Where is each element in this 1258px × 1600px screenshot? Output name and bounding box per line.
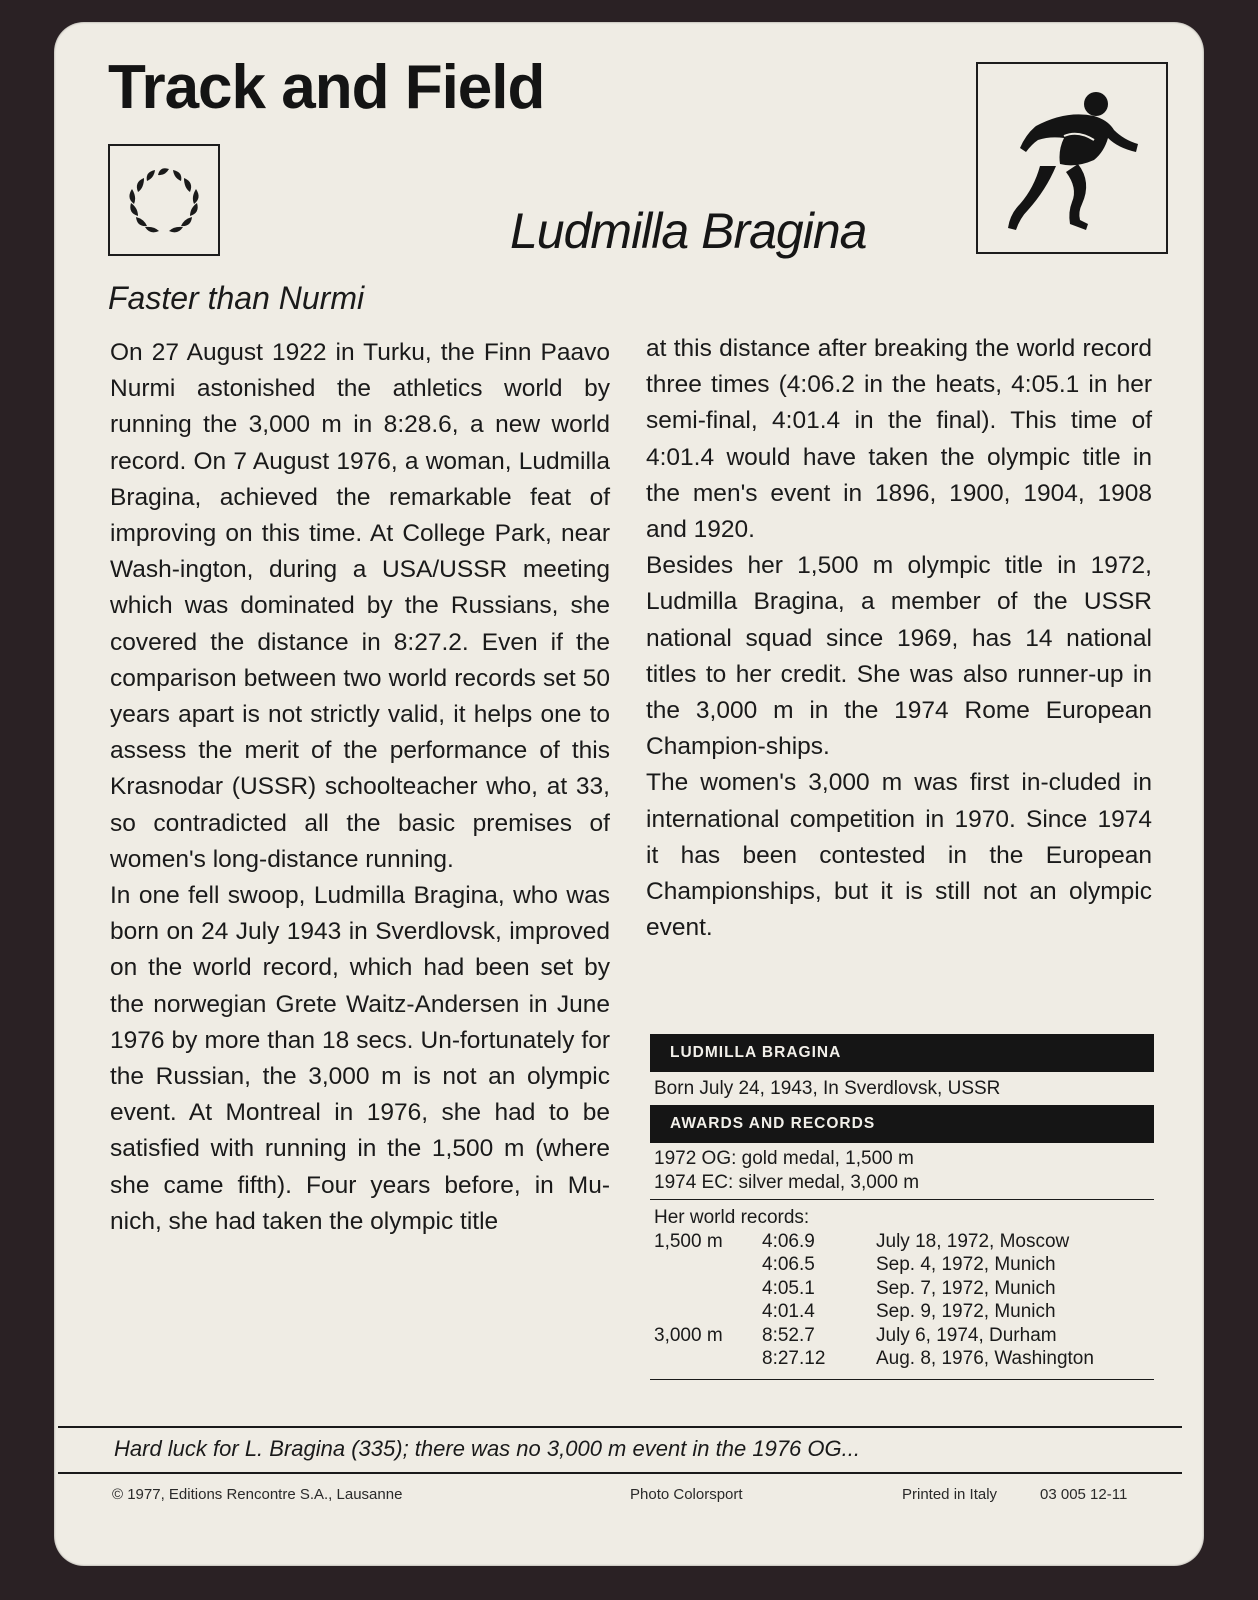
printed-in: Printed in Italy	[902, 1486, 998, 1503]
record-date-place: Sep. 7, 1972, Munich	[876, 1277, 1056, 1299]
record-time: 4:06.5	[762, 1254, 815, 1275]
page-title: Track and Field	[108, 53, 545, 122]
laurel-box	[108, 144, 220, 256]
paragraph: at this distance after breaking the world record three times (4:06.2 in the heats, 4:05.1 in her semi-final, 4:01.4 in the final). This time of 4:01.4 would have taken the olympic title in the men's event in 1896, 1900, 1904, 1908 and 1920.	[646, 335, 1152, 544]
copyright: © 1977, Editions Rencontre S.A., Lausanne	[112, 1486, 403, 1503]
table-row	[654, 1324, 1094, 1348]
record-event	[654, 1347, 762, 1371]
award-item: 1972 OG: gold medal, 1,500 m	[654, 1148, 914, 1169]
table-row	[654, 1253, 1094, 1277]
awards-heading: AWARDS AND RECORDS	[650, 1105, 1154, 1143]
record-date-place: Sep. 4, 1972, Munich	[876, 1254, 1056, 1275]
article-subtitle: Faster than Nurmi	[108, 280, 365, 316]
awards-list	[650, 1143, 1154, 1200]
paragraph: The women's 3,000 m was first in-cluded in international competition in 1970. Since 1974 it has been contested in the European Championships, but it is still not an olympic event.	[646, 769, 1152, 942]
paragraph: On 27 August 1922 in Turku, the Finn Paavo Nurmi astonished the athletics world by running the 3,000 m in 8:28.6, a new world record. On 7 August 1976, a woman, Ludmilla Bragina, achieved the remarkable feat of improving on this time. At College Park, near Wash-ington, during a USA/USSR meeting which was dominated by the Russians, she covered the distance in 8:27.2. Even if the comparison between two world records set 50 years apart is not strictly valid, it helps one to assess the merit of the performance of this Krasnodar (USSR) schoolteacher who, at 33, so contradicted all the basic premises of women's long-distance running.	[110, 339, 610, 873]
world-records-label: Her world records:	[654, 1207, 810, 1228]
laurel-wreath-icon	[118, 154, 210, 246]
table-row	[654, 1300, 1094, 1324]
record-date-place: Aug. 8, 1976, Washington	[876, 1348, 1094, 1369]
record-event	[654, 1300, 762, 1324]
table-row	[654, 1347, 1094, 1371]
paragraph: Besides her 1,500 m olympic title in 1972, Ludmilla Bragina, a member of the USSR national squad since 1969, has 14 national titles to her credit. She was also runner-up in the 3,000 m in the 1974 Rome European Champion-ships.	[646, 552, 1152, 761]
infobox-name-heading: LUDMILLA BRAGINA	[650, 1034, 1154, 1072]
record-time: 8:52.7	[762, 1324, 815, 1346]
article-column-left	[110, 335, 610, 1240]
athlete-infobox	[650, 1034, 1154, 1380]
record-date-place: July 6, 1974, Durham	[876, 1324, 1057, 1346]
divider	[650, 1379, 1154, 1380]
world-records-table	[654, 1230, 1094, 1371]
photo-caption: Hard luck for L. Bragina (335); there was no 3,000 m event in the 1976 OG...	[114, 1436, 860, 1461]
athlete-name: Ludmilla Bragina	[510, 203, 867, 259]
record-event: 3,000 m	[654, 1324, 723, 1346]
runner-box	[976, 62, 1168, 254]
sport-card	[54, 22, 1204, 1566]
photo-credit: Photo Colorsport	[630, 1486, 743, 1503]
article-column-right	[646, 331, 1152, 946]
table-row	[654, 1230, 1094, 1254]
record-time: 8:27.12	[762, 1348, 826, 1369]
record-time: 4:01.4	[762, 1301, 815, 1322]
runner-icon	[978, 64, 1166, 252]
record-time: 4:05.1	[762, 1277, 815, 1299]
photo-caption-strip	[58, 1426, 1182, 1474]
award-item: 1974 EC: silver medal, 3,000 m	[654, 1172, 920, 1193]
table-row	[654, 1277, 1094, 1301]
record-event	[654, 1277, 762, 1301]
birth-info: Born July 24, 1943, In Sverdlovsk, USSR	[654, 1078, 1001, 1099]
card-code: 03 005 12-11	[1040, 1486, 1128, 1503]
record-date-place: July 18, 1972, Moscow	[876, 1230, 1070, 1252]
record-event: 1,500 m	[654, 1230, 723, 1252]
record-date-place: Sep. 9, 1972, Munich	[876, 1301, 1056, 1322]
record-time: 4:06.9	[762, 1230, 815, 1252]
record-event	[654, 1253, 762, 1277]
paragraph: In one fell swoop, Ludmilla Bragina, who was born on 24 July 1943 in Sverdlovsk, improved on the world record, which had been set by the norwegian Grete Waitz-Andersen in June 1976 by more than 18 secs. Un-fortunately for the Russian, the 3,000 m is not an olympic event. At Montreal in 1976, she had to be satisfied with running in the 1,500 m (where she came fifth). Four years before, in Mu-nich, she had taken the olympic title	[110, 882, 610, 1235]
